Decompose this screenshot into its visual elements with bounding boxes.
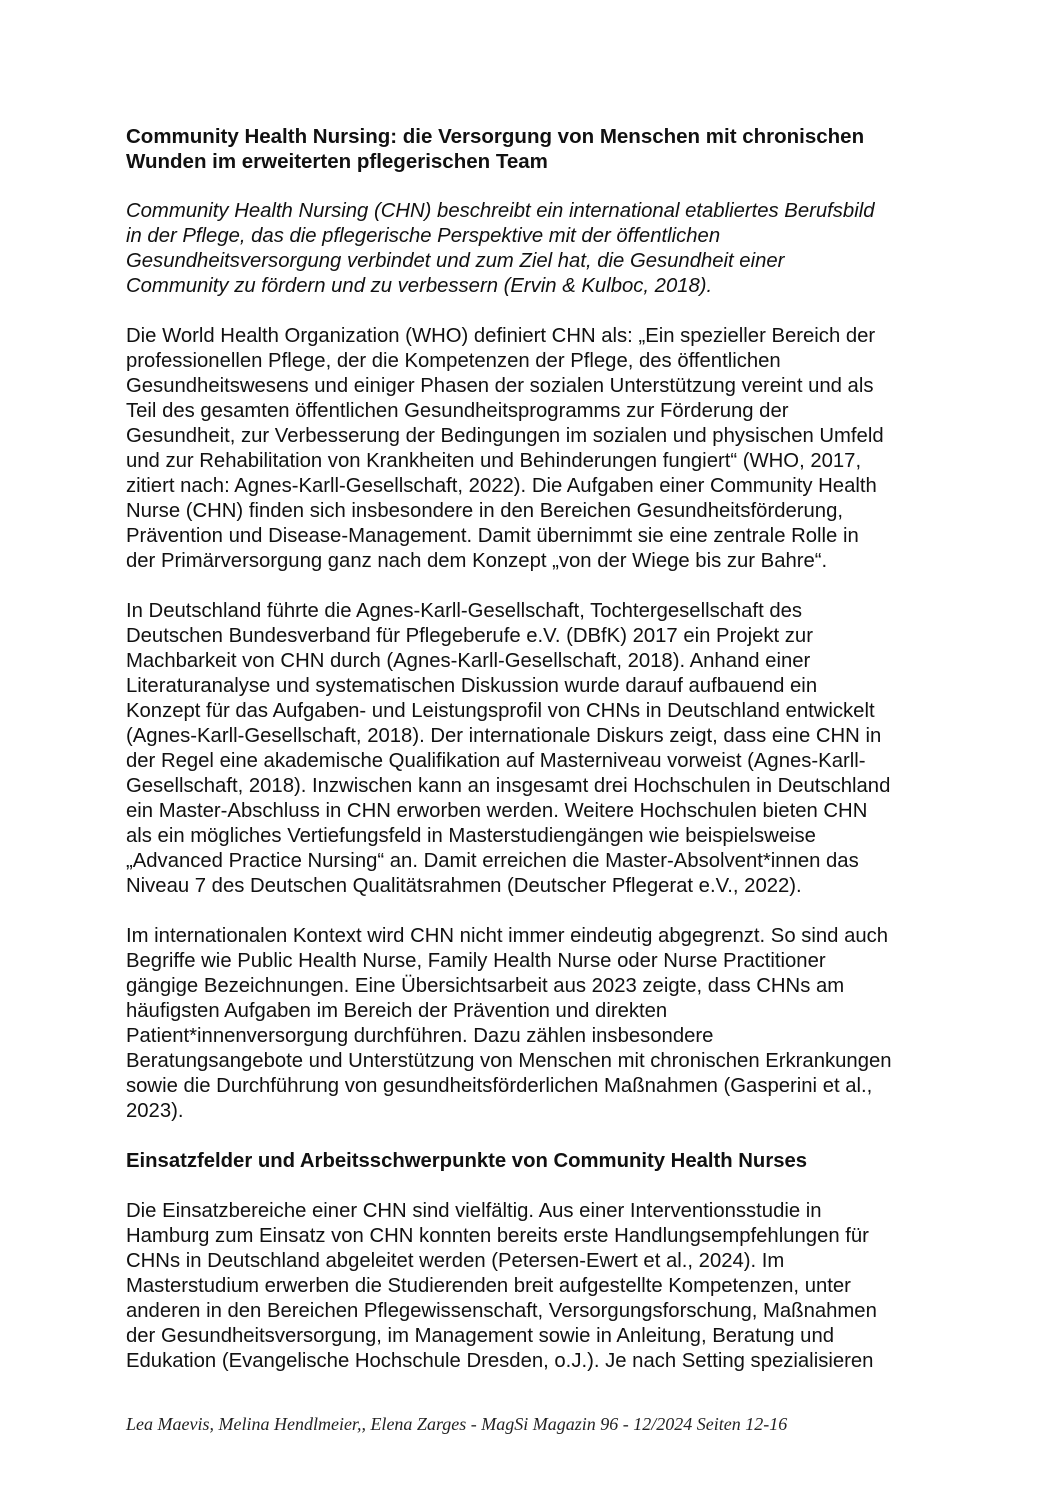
text-line: In Deutschland führte die Agnes-Karll-Gesellschaft, Tochtergesellschaft des xyxy=(126,600,803,622)
text-line: (Agnes-Karll-Gesellschaft, 2018). Der internationale Diskurs zeigt, dass eine CHN in xyxy=(126,725,882,747)
text-line: der Primärversorgung ganz nach dem Konzept „von der Wiege bis zur Bahre“. xyxy=(126,550,828,572)
text-line: Literaturanalyse und systematischen Diskussion wurde darauf aufbauend ein xyxy=(126,675,818,697)
document-body xyxy=(126,124,946,1399)
text-line: Patient*innenversorgung durchführen. Dazu zählen insbesondere xyxy=(126,1025,714,1047)
text-line: Begriffe wie Public Health Nurse, Family Health Nurse oder Nurse Practitioner xyxy=(126,950,826,972)
text-line: Community Health Nursing (CHN) beschreibt ein international etabliertes Berufsbild xyxy=(126,200,875,222)
text-line: Teil des gesamten öffentlichen Gesundheitsprogramms zur Förderung der xyxy=(126,400,789,422)
text-line: „Advanced Practice Nursing“ an. Damit erreichen die Master-Absolvent*innen das xyxy=(126,850,859,872)
text-line: Edukation (Evangelische Hochschule Dresden, o.J.). Je nach Setting spezialisieren xyxy=(126,1350,874,1372)
page-footer: Lea Maevis, Melina Hendlmeier,, Elena Zarges - MagSi Magazin 96 - 12/2024 Seiten 12-16 xyxy=(126,1414,788,1434)
text-line: Beratungsangebote und Unterstützung von Menschen mit chronischen Erkrankungen xyxy=(126,1050,892,1072)
paragraph-who-definition xyxy=(126,324,946,574)
text-line: Gesundheitsversorgung verbindet und zum Ziel hat, die Gesundheit einer xyxy=(126,250,785,272)
text-line: Masterstudium erwerben die Studierenden breit aufgestellte Kompetenzen, unter xyxy=(126,1275,851,1297)
text-line: anderen in den Bereichen Pflegewissenschaft, Versorgungsforschung, Maßnahmen xyxy=(126,1300,877,1322)
text-line: der Gesundheitsversorgung, im Management sowie in Anleitung, Beratung und xyxy=(126,1325,835,1347)
section-heading: Einsatzfelder und Arbeitsschwerpunkte von Community Health Nurses xyxy=(126,1150,808,1172)
lead-paragraph xyxy=(126,199,946,299)
text-line: zitiert nach: Agnes-Karll-Gesellschaft, 2022). Die Aufgaben einer Community Health xyxy=(126,475,877,497)
text-line: Konzept für das Aufgaben- und Leistungsprofil von CHNs in Deutschland entwickelt xyxy=(126,700,875,722)
text-line: Machbarkeit von CHN durch (Agnes-Karll-Gesellschaft, 2018). Anhand einer xyxy=(126,650,811,672)
text-line: der Regel eine akademische Qualifikation auf Masterniveau vorweist (Agnes-Karll- xyxy=(126,750,866,772)
text-line: Die Einsatzbereiche einer CHN sind vielfältig. Aus einer Interventionsstudie in xyxy=(126,1200,822,1222)
text-line: Gesundheit, zur Verbesserung der Bedingungen im sozialen und physischen Umfeld xyxy=(126,425,884,447)
text-line: Gesundheitswesens und einiger Phasen der sozialen Unterstützung vereint und als xyxy=(126,375,874,397)
text-line: häufigsten Aufgaben im Bereich der Prävention und direkten xyxy=(126,1000,668,1022)
text-line: CHNs in Deutschland abgeleitet werden (Petersen-Ewert et al., 2024). Im xyxy=(126,1250,785,1272)
text-line: Prävention und Disease-Management. Damit übernimmt sie eine zentrale Rolle in xyxy=(126,525,859,547)
text-line: Niveau 7 des Deutschen Qualitätsrahmen (Deutscher Pflegerat e.V., 2022). xyxy=(126,875,802,897)
article-title xyxy=(126,124,946,174)
paragraph-international xyxy=(126,924,946,1124)
text-line: in der Pflege, das die pflegerische Perspektive mit der öffentlichen xyxy=(126,225,721,247)
text-line: sowie die Durchführung von gesundheitsförderlichen Maßnahmen (Gasperini et al., xyxy=(126,1075,873,1097)
text-line: 2023). xyxy=(126,1100,184,1122)
text-line: Nurse (CHN) finden sich insbesondere in den Bereichen Gesundheitsförderung, xyxy=(126,500,844,522)
text-line: professionellen Pflege, der die Kompetenzen der Pflege, des öffentlichen xyxy=(126,350,781,372)
text-line: Community zu fördern und zu verbessern (Ervin & Kulboc, 2018). xyxy=(126,275,713,297)
text-line: Im internationalen Kontext wird CHN nicht immer eindeutig abgegrenzt. So sind auch xyxy=(126,925,889,947)
text-line: ein Master-Abschluss in CHN erworben werden. Weitere Hochschulen bieten CHN xyxy=(126,800,868,822)
title-line: Community Health Nursing: die Versorgung von Menschen mit chronischen xyxy=(126,125,865,148)
text-line: Deutschen Bundesverband für Pflegeberufe e.V. (DBfK) 2017 ein Projekt zur xyxy=(126,625,813,647)
title-line: Wunden im erweiterten pflegerischen Team xyxy=(126,150,548,173)
text-line: Gesellschaft, 2018). Inzwischen kann an insgesamt drei Hochschulen in Deutschland xyxy=(126,775,891,797)
paragraph-germany xyxy=(126,599,946,899)
text-line: als ein mögliches Vertiefungsfeld in Masterstudiengängen wie beispielsweise xyxy=(126,825,816,847)
text-line: und zur Rehabilitation von Krankheiten und Behinderungen fungiert“ (WHO, 2017, xyxy=(126,450,862,472)
paragraph-einsatzbereiche xyxy=(126,1199,946,1374)
text-line: Hamburg zum Einsatz von CHN konnten bereits erste Handlungsempfehlungen für xyxy=(126,1225,869,1247)
text-line: Die World Health Organization (WHO) definiert CHN als: „Ein spezieller Bereich der xyxy=(126,325,876,347)
text-line: gängige Bezeichnungen. Eine Übersichtsarbeit aus 2023 zeigte, dass CHNs am xyxy=(126,975,845,997)
